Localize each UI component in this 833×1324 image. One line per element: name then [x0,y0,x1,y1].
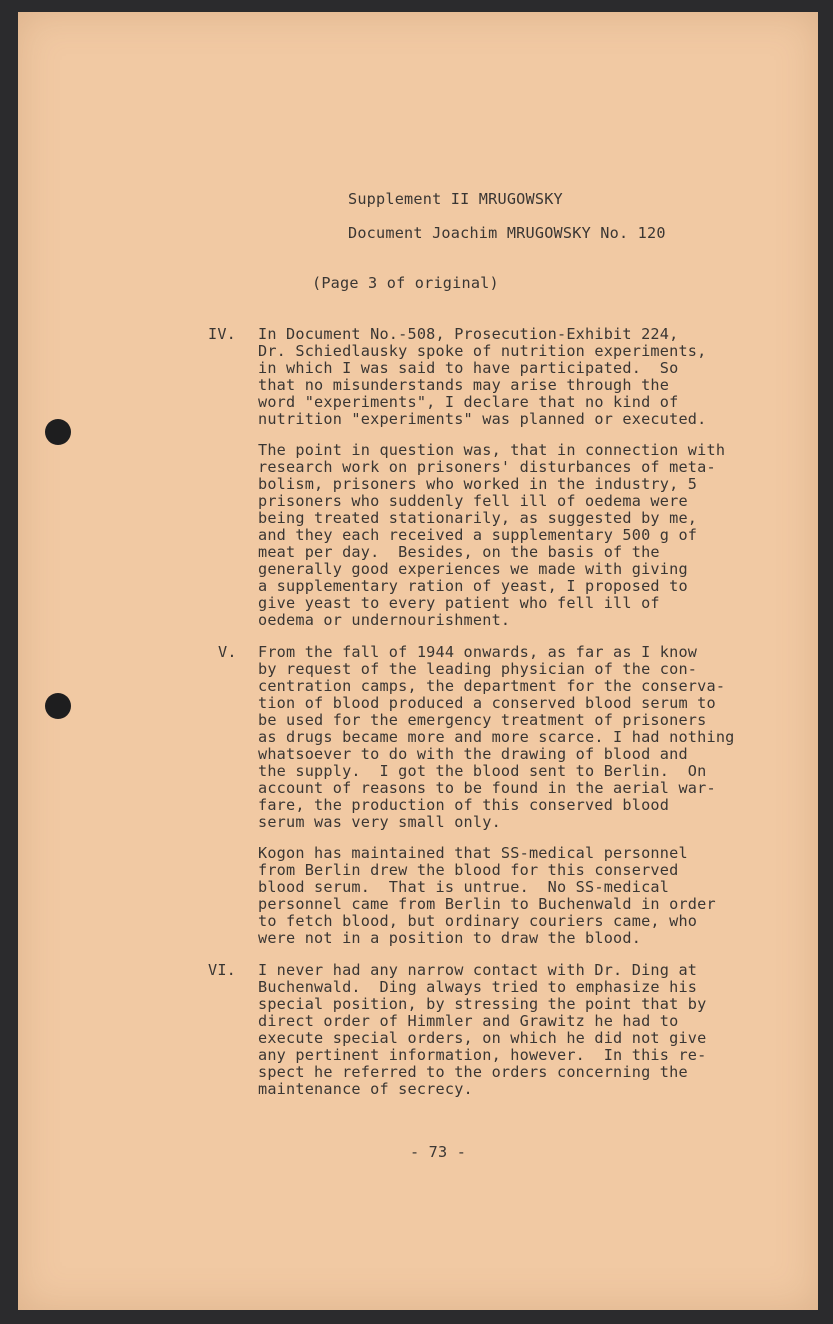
punch-hole-bottom [45,693,71,719]
paragraph: Kogon has maintained that SS-medical personnel from Berlin drew the blood for this conserved blood serum. That is untrue. No SS-medical personnel came from Berlin to Buchenwald in order to fetch blood, but ordinary couriers came, who were not in a position to draw the blood. [258,844,716,947]
page-reference: (Page 3 of original) [312,274,499,292]
paragraph: I never had any narrow contact with Dr. Ding at Buchenwald. Ding always tried to emphasize his special position, by stressing the point that by direct order of Himmler and Grawitz he had to execute special orders, on which he did not give any pertinent information, however. In this re- spect he referred to the orders concerning the maintenance of secrecy. [258,961,707,1098]
document-page [18,12,818,1310]
paragraph: The point in question was, that in connection with research work on prisoners' disturbances of meta- bolism, prisoners who worked in the industry, 5 prisoners who suddenly fell ill of oedema were being treated stationarily, as suggested by me, and they each received a supplementary 500 g of meat per day. Besides, on the basis of the generally good experiences we made with giving a supplementary ration of yeast, I proposed to give yeast to every patient who fell ill of oedema or undernourishment. [258,441,726,629]
page-number: - 73 - [410,1143,467,1161]
paragraph: From the fall of 1944 onwards, as far as I know by request of the leading physician of the con- centration camps, the department for the conserva- tion of blood produced a conserved blood serum to be used for the emergency treatment of prisoners as drugs became more and more scarce. I had nothing whatsoever to do with the drawing of blood and the supply. I got the blood sent to Berlin. On account of reasons to be found in the aerial war- fare, the production of this conserved blood serum was very small only. [258,643,735,831]
punch-hole-top [45,419,71,445]
document-title: Document Joachim MRUGOWSKY No. 120 [348,224,666,242]
section-number: V. [218,643,237,661]
paragraph: In Document No.-508, Prosecution-Exhibit 224, Dr. Schiedlausky spoke of nutrition experiments, in which I was said to have participated. So that no misunderstands may arise through the word "experiments", I declare that no kind of nutrition "experiments" was planned or executed. [258,325,707,428]
supplement-heading: Supplement II MRUGOWSKY [348,190,563,208]
section-number: IV. [208,325,237,343]
section-number: VI. [208,961,237,979]
